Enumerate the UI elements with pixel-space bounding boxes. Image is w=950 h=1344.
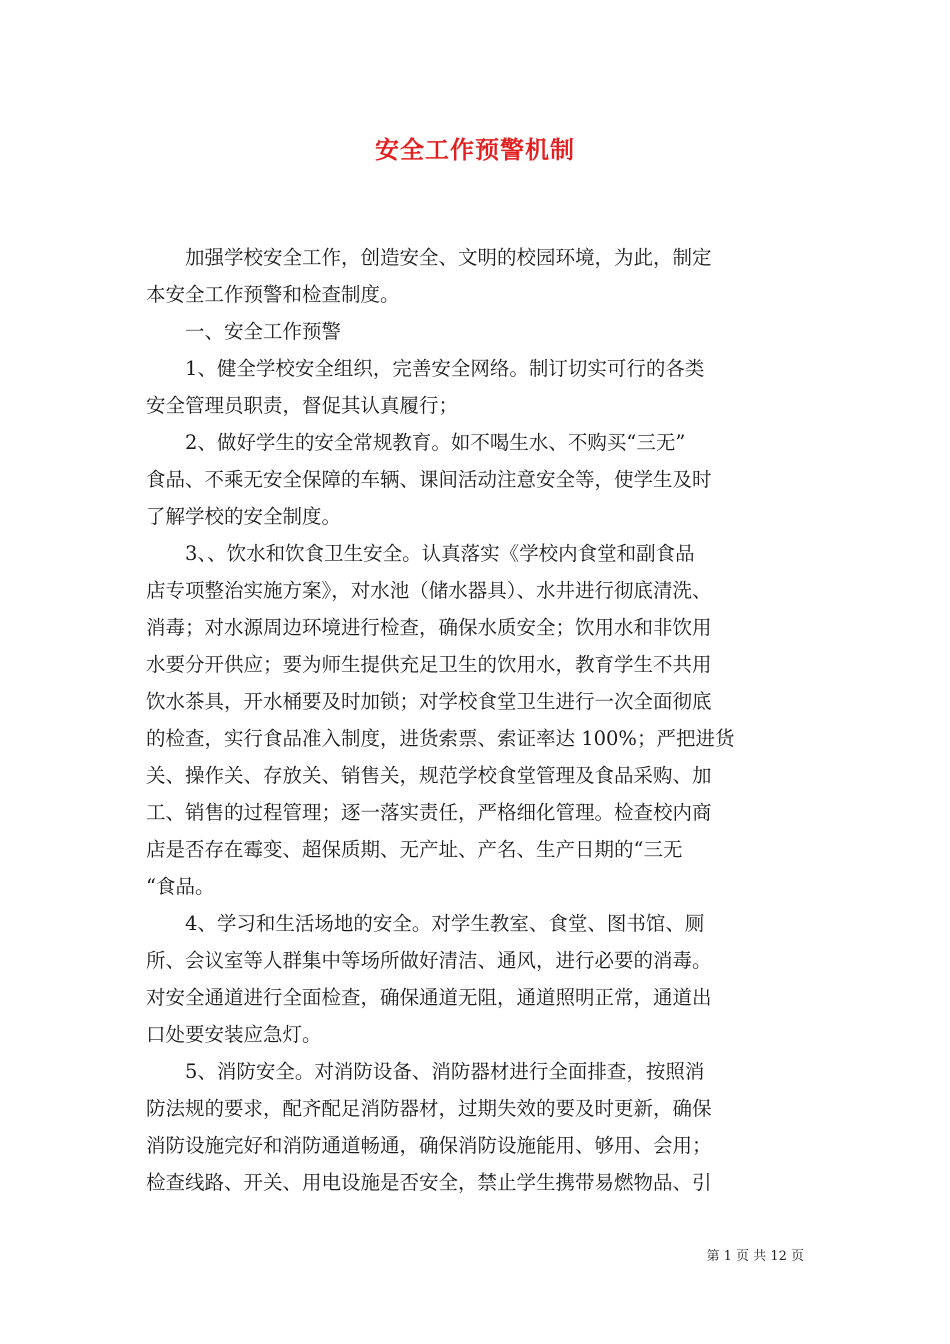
body-line: 水要分开供应；要为师生提供充足卫生的饮用水，教育学生不共用 (146, 653, 712, 676)
body-line: 安全管理员职责，督促其认真履行； (146, 394, 459, 417)
body-line: “食品。 (146, 875, 215, 898)
body-line: 防法规的要求，配齐配足消防器材，过期失效的要及时更新，确保 (146, 1097, 712, 1120)
body-line: 食品、不乘无安全保障的车辆、课间活动注意安全等，使学生及时 (146, 468, 712, 491)
body-line: 关、操作关、存放关、销售关，规范学校食堂管理及食品采购、加 (146, 764, 712, 787)
section-heading: 一、安全工作预警 (146, 320, 342, 343)
body-line: 口处要安装应急灯。 (146, 1023, 322, 1046)
body-line: 工、销售的过程管理；逐一落实责任，严格细化管理。检查校内商 (146, 801, 712, 824)
body-line: 本安全工作预警和检查制度。 (146, 283, 400, 306)
body-line: 消毒；对水源周边环境进行检查，确保水质安全；饮用水和非饮用 (146, 616, 712, 639)
body-line: 所、会议室等人群集中等场所做好清洁、通风，进行必要的消毒。 (146, 949, 712, 972)
body-line: 饮水茶具，开水桶要及时加锁；对学校食堂卫生进行一次全面彻底 (146, 690, 712, 713)
body-line: 1、健全学校安全组织，完善安全网络。制订切实可行的各类 (146, 357, 705, 380)
body-line: 4、学习和生活场地的安全。对学生教室、食堂、图书馆、厕 (146, 912, 705, 935)
body-line: 加强学校安全工作，创造安全、文明的校园环境，为此，制定 (146, 246, 712, 269)
body-line: 对安全通道进行全面检查，确保通道无阻，通道照明正常，通道出 (146, 986, 712, 1009)
body-line: 店专项整治实施方案》，对水池（储水器具）、水井进行彻底清洗、 (146, 579, 712, 602)
document-body (146, 239, 811, 1201)
body-line: 检查线路、开关、用电设施是否安全，禁止学生携带易燃物品、引 (146, 1171, 712, 1194)
body-line: 店是否存在霉变、超保质期、无产址、产名、生产日期的“三无 (146, 838, 683, 861)
body-line: 了解学校的安全制度。 (146, 505, 342, 528)
document-title: 安全工作预警机制 (375, 135, 575, 164)
body-line: 2、做好学生的安全常规教育。如不喝生水、不购买“三无” (146, 431, 686, 454)
body-line: 消防设施完好和消防通道畅通，确保消防设施能用、够用、会用； (146, 1134, 712, 1157)
body-line: 5、消防安全。对消防设备、消防器材进行全面排查，按照消 (146, 1060, 705, 1083)
body-line: 3、、饮水和饮食卫生安全。认真落实《学校内食堂和副食品 (146, 542, 695, 565)
page-number: 第 1 页 共 12 页 (706, 1249, 804, 1264)
body-line: 的检查，实行食品准入制度，进货索票、索证率达 100%；严把进货 (146, 727, 735, 750)
